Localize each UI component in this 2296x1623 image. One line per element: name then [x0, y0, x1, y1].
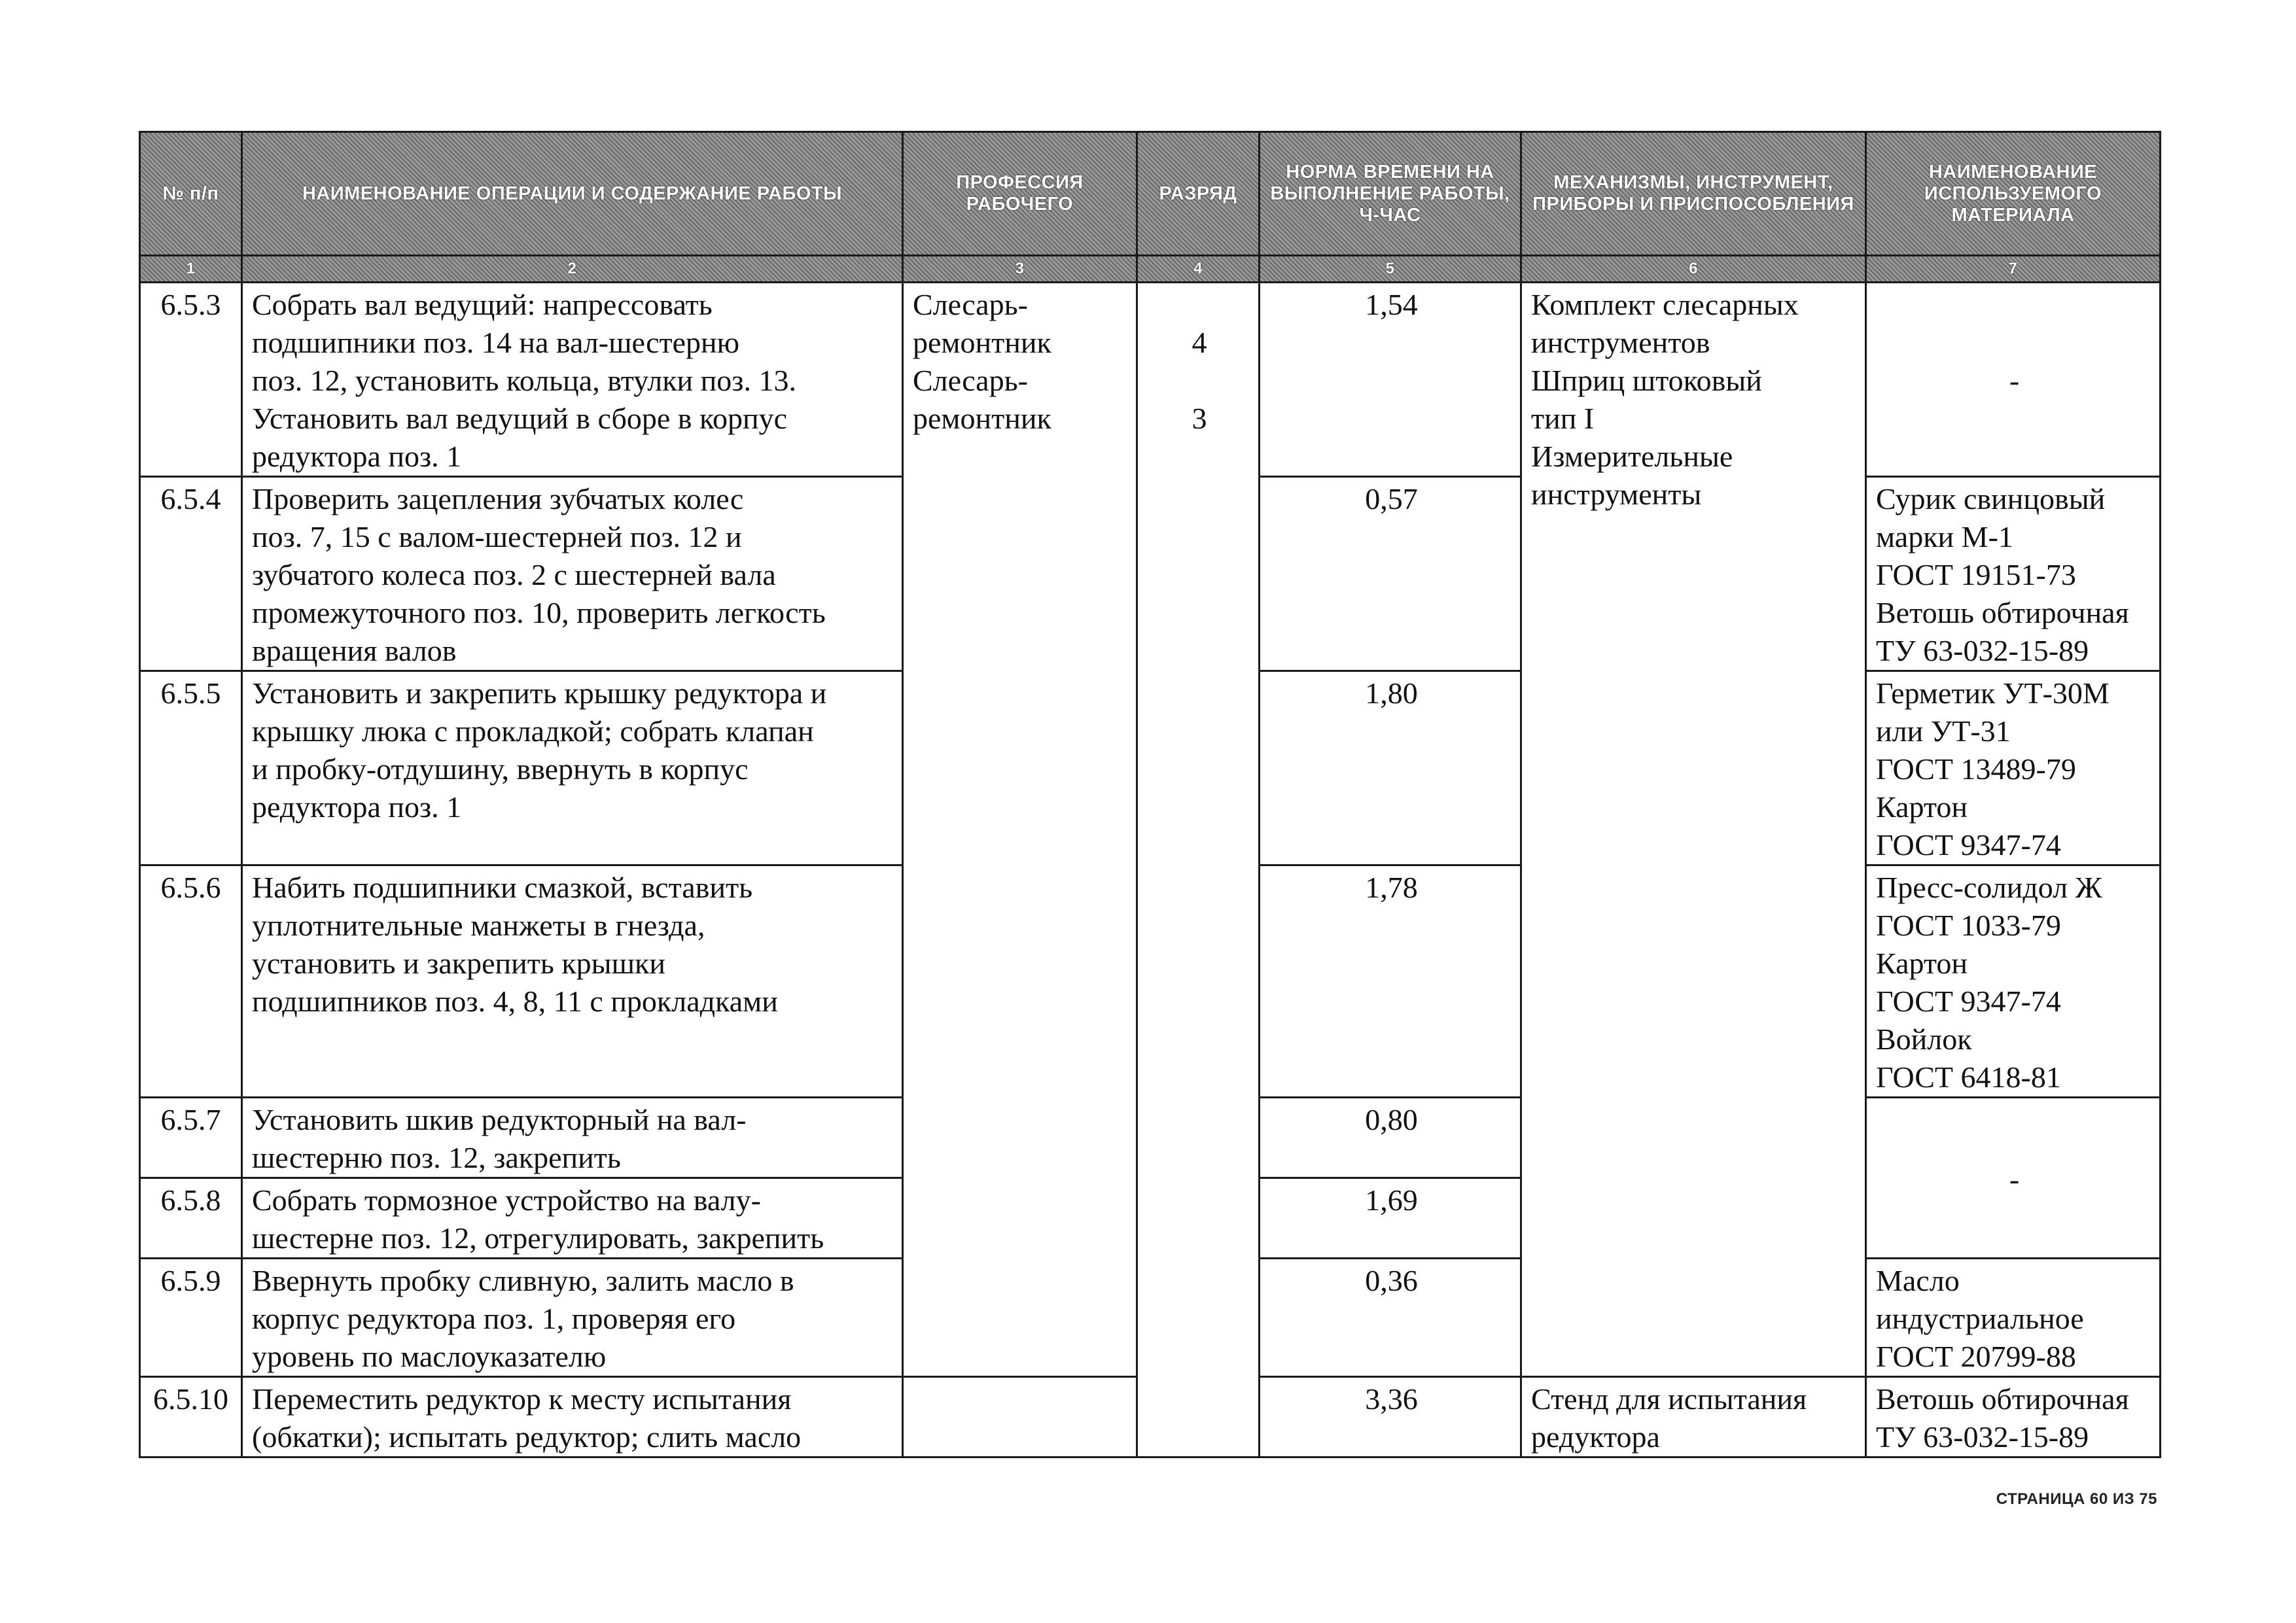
tools-line: тип I [1531, 402, 1595, 435]
row-number: 6.5.10 [140, 1377, 242, 1457]
operation-line: промежуточного поз. 10, проверить легкость [252, 596, 826, 629]
tools-line: Шприц штоковый [1531, 364, 1762, 397]
row-number: 6.5.3 [140, 283, 242, 477]
profession-line: ремонтник [913, 326, 1051, 359]
operation-line: подшипники поз. 14 на вал-шестерню [252, 326, 739, 359]
time-norm-cell: 1,54 [1260, 283, 1521, 477]
header-time-norm: НОРМА ВРЕМЕНИ НА ВЫПОЛНЕНИЕ РАБОТЫ, Ч-ЧАС [1260, 132, 1521, 256]
header-profession: ПРОФЕССИЯ РАБОЧЕГО [903, 132, 1137, 256]
tools-cell [1521, 1377, 1866, 1457]
material-line: или УТ-31 [1876, 714, 2011, 748]
column-number-row [140, 256, 2161, 283]
operation-line: Набить подшипники смазкой, вставить [252, 871, 753, 904]
profession-cell-empty [903, 1377, 1137, 1457]
material-line: индустриальное [1876, 1302, 2084, 1335]
page-number: СТРАНИЦА 60 ИЗ 75 [1996, 1490, 2157, 1508]
material-cell: - [1866, 283, 2161, 477]
operation-cell [242, 1178, 903, 1259]
material-line: ГОСТ 9347-74 [1876, 985, 2061, 1018]
operation-cell [242, 283, 903, 477]
operation-cell [242, 865, 903, 1098]
operation-line: поз. 7, 15 с валом-шестерней поз. 12 и [252, 520, 742, 553]
rank-value: 3 [1192, 402, 1207, 435]
operation-line: Ввернуть пробку сливную, залить масло в [252, 1264, 794, 1297]
time-norm-cell: 1,78 [1260, 865, 1521, 1098]
operation-line: Установить вал ведущий в сборе в корпус [252, 402, 788, 435]
time-norm-cell: 0,80 [1260, 1098, 1521, 1178]
operation-cell [242, 1098, 903, 1178]
operation-line: Проверить зацепления зубчатых колес [252, 482, 744, 515]
row-number: 6.5.6 [140, 865, 242, 1098]
column-number: 3 [903, 256, 1137, 283]
material-cell [1866, 671, 2161, 865]
material-cell: - [1866, 1098, 2161, 1259]
operation-cell [242, 1259, 903, 1377]
rank-cell [1137, 283, 1260, 1457]
material-line: Масло [1876, 1264, 1960, 1297]
tools-cell [1521, 283, 1866, 1377]
material-line: ГОСТ 19151-73 [1876, 558, 2076, 591]
row-number: 6.5.5 [140, 671, 242, 865]
operation-line: редуктора поз. 1 [252, 790, 462, 824]
column-number: 1 [140, 256, 242, 283]
table-row [140, 283, 2161, 477]
material-line: Ветошь обтирочная [1876, 1382, 2129, 1416]
operation-line: поз. 12, установить кольца, втулки поз. 13. [252, 364, 796, 397]
header-num: № п/п [140, 132, 242, 256]
tools-line: Комплект слесарных [1531, 288, 1799, 321]
row-number: 6.5.7 [140, 1098, 242, 1178]
material-line: Сурик свинцовый [1876, 482, 2106, 515]
operation-line: зубчатого колеса поз. 2 с шестерней вала [252, 558, 776, 591]
header-operation: НАИМЕНОВАНИЕ ОПЕРАЦИИ И СОДЕРЖАНИЕ РАБОТЫ [242, 132, 903, 256]
tools-line: Стенд для испытания [1531, 1382, 1807, 1416]
row-number: 6.5.4 [140, 477, 242, 671]
material-line: Ветошь обтирочная [1876, 596, 2129, 629]
column-number: 7 [1866, 256, 2161, 283]
material-cell [1866, 1259, 2161, 1377]
material-line: Герметик УТ-30М [1876, 676, 2110, 710]
row-number: 6.5.9 [140, 1259, 242, 1377]
material-line: ГОСТ 6418-81 [1876, 1060, 2061, 1094]
rank-value: 4 [1192, 326, 1207, 359]
material-line: ГОСТ 20799-88 [1876, 1340, 2076, 1373]
material-cell [1866, 865, 2161, 1098]
profession-line: Слесарь- [913, 364, 1028, 397]
operation-line: Установить и закрепить крышку редуктора и [252, 676, 827, 710]
column-number: 2 [242, 256, 903, 283]
operation-line: (обкатки); испытать редуктор; слить масло [252, 1420, 802, 1454]
material-line: марки М-1 [1876, 520, 2013, 553]
operation-line: редуктора поз. 1 [252, 440, 462, 473]
material-line: Пресс-солидол Ж [1876, 871, 2102, 904]
column-number: 4 [1137, 256, 1260, 283]
material-line: ТУ 63-032-15-89 [1876, 1420, 2089, 1454]
material-cell [1866, 477, 2161, 671]
operation-line: подшипников поз. 4, 8, 11 с прокладками [252, 985, 778, 1018]
operation-line: шестерню поз. 12, закрепить [252, 1141, 621, 1174]
time-norm-cell: 1,80 [1260, 671, 1521, 865]
profession-line: Слесарь- [913, 288, 1028, 321]
header-rank: РАЗРЯД [1137, 132, 1260, 256]
operation-line: и пробку-отдушину, ввернуть в корпус [252, 752, 749, 786]
column-number: 6 [1521, 256, 1866, 283]
time-norm-cell: 3,36 [1260, 1377, 1521, 1457]
table-header-row [140, 132, 2161, 256]
header-material: НАИМЕНОВАНИЕ ИСПОЛЬЗУЕМОГО МАТЕРИАЛА [1866, 132, 2161, 256]
column-number: 5 [1260, 256, 1521, 283]
material-line: ГОСТ 1033-79 [1876, 909, 2061, 942]
header-tools: МЕХАНИЗМЫ, ИНСТРУМЕНТ, ПРИБОРЫ И ПРИСПОСОБЛЕНИЯ [1521, 132, 1866, 256]
profession-line: ремонтник [913, 402, 1051, 435]
operation-line: крышку люка с прокладкой; собрать клапан [252, 714, 814, 748]
time-norm-cell: 0,57 [1260, 477, 1521, 671]
profession-cell [903, 283, 1137, 1377]
operation-line: корпус редуктора поз. 1, проверяя его [252, 1302, 736, 1335]
operation-line: вращения валов [252, 634, 457, 667]
time-norm-cell: 1,69 [1260, 1178, 1521, 1259]
material-line: Картон [1876, 790, 1968, 824]
operation-line: уплотнительные манжеты в гнезда, [252, 909, 705, 942]
operation-line: Собрать вал ведущий: напрессовать [252, 288, 713, 321]
operation-cell [242, 477, 903, 671]
material-line: ГОСТ 13489-79 [1876, 752, 2076, 786]
tools-line: инструменты [1531, 478, 1702, 511]
operation-line: установить и закрепить крышки [252, 947, 665, 980]
operation-line: Установить шкив редукторный на вал- [252, 1103, 747, 1136]
material-line: ГОСТ 9347-74 [1876, 828, 2061, 862]
tools-line: инструментов [1531, 326, 1710, 359]
operation-line: Собрать тормозное устройство на валу- [252, 1183, 761, 1217]
operation-cell [242, 671, 903, 865]
time-norm-cell: 0,36 [1260, 1259, 1521, 1377]
material-line: ТУ 63-032-15-89 [1876, 634, 2089, 667]
material-cell [1866, 1377, 2161, 1457]
operation-cell [242, 1377, 903, 1457]
tools-line: редуктора [1531, 1420, 1660, 1454]
operation-line: уровень по маслоуказателю [252, 1340, 607, 1373]
operations-table [139, 131, 2161, 1458]
operation-line: шестерне поз. 12, отрегулировать, закрепить [252, 1221, 824, 1255]
material-line: Картон [1876, 947, 1968, 980]
tools-line: Измерительные [1531, 440, 1733, 473]
row-number: 6.5.8 [140, 1178, 242, 1259]
material-line: Войлок [1876, 1022, 1972, 1056]
operation-line: Переместить редуктор к месту испытания [252, 1382, 792, 1416]
